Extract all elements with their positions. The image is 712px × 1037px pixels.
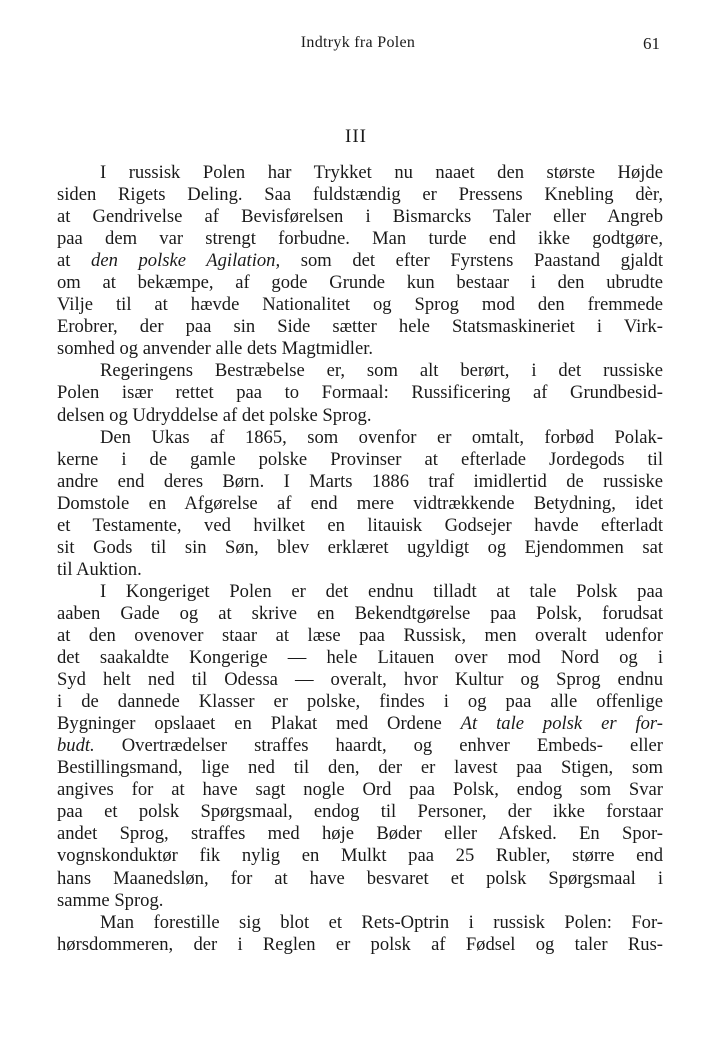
- text-line: om at bekæmpe, af gode Grunde kun bestaar i den ubrudte: [57, 272, 663, 294]
- text-line: Erobrer, der paa sin Side sætter hele Statsmaskineriet i Virk-: [57, 316, 663, 338]
- text-line: Polen især rettet paa to Formaal: Russificering af Grundbesid-: [57, 382, 663, 404]
- text-line: paa dem var strengt forbudne. Man turde end ikke godtgøre,: [57, 228, 663, 250]
- text-line: budt. Overtrædelser straffes haardt, og enhver Embeds- eller: [57, 735, 663, 757]
- text-line: I Kongeriget Polen er det endnu tilladt at tale Polsk paa: [100, 580, 663, 602]
- emphasized-text: budt.: [57, 735, 95, 757]
- text-line: sit Gods til sin Søn, blev erklæret ugyldigt og Ejendommen sat: [57, 536, 663, 558]
- page-number: 61: [643, 34, 660, 53]
- text-line: vognskonduktør fik nylig en Mulkt paa 25 Rubler, større end: [57, 845, 663, 867]
- text-line: at den ovenover staar at læse paa Russisk, men overalt udenfor: [57, 624, 663, 646]
- text-line: Regeringens Bestræbelse er, som alt berørt, i det russiske: [100, 360, 663, 382]
- text-line: andre end deres Børn. I Marts 1886 traf imidlertid de russiske: [57, 470, 663, 492]
- text-line: somhed og anvender alle dets Magtmidler.: [57, 338, 374, 360]
- text-line: angives for at have sagt nogle Ord paa Polsk, endog som Svar: [57, 779, 663, 801]
- section-number: III: [345, 126, 367, 147]
- text-line: at den polske Agilation, som det efter Fyrstens Paastand gjaldt: [57, 250, 663, 272]
- text-line: kerne i de gamle polske Provinser at efterlade Jordegods til: [57, 448, 663, 470]
- text-line: at Gendrivelse af Bevisførelsen i Bismarcks Taler eller Angreb: [57, 206, 663, 228]
- text-line: andet Sprog, straffes med høje Bøder eller Afsked. En Spor-: [57, 823, 663, 845]
- running-title: Indtryk fra Polen: [300, 34, 416, 51]
- text-line: i de dannede Klasser er polske, findes i og paa alle offenlige: [57, 691, 663, 713]
- page-header: [56, 34, 660, 58]
- body-text: [57, 162, 663, 956]
- text-line: siden Rigets Deling. Saa fuldstændig er Pressens Knebling dèr,: [57, 184, 663, 206]
- text-line: paa et polsk Spørgsmaal, endog til Personer, der ikke forstaar: [57, 801, 663, 823]
- text-line: et Testamente, ved hvilket en litauisk Godsejer havde efterladt: [57, 514, 663, 536]
- text-line: Bestillingsmand, lige ned til den, der er lavest paa Stigen, som: [57, 757, 663, 779]
- text-line: Den Ukas af 1865, som ovenfor er omtalt, forbød Polak-: [100, 426, 663, 448]
- text-line: hørsdommeren, der i Reglen er polsk af Fødsel og taler Rus-: [57, 933, 663, 955]
- text-line: Syd helt ned til Odessa — overalt, hvor Kultur og Sprog endnu: [57, 669, 663, 691]
- text-line: delsen og Udryddelse af det polske Sprog.: [57, 404, 372, 426]
- emphasized-text: den polske Agilation,: [91, 250, 281, 272]
- text-line: det saakaldte Kongerige — hele Litauen over mod Nord og i: [57, 647, 663, 669]
- text-line: hans Maanedsløn, for at have besvaret et polsk Spørgsmaal i: [57, 867, 663, 889]
- text-line: I russisk Polen har Trykket nu naaet den største Højde: [100, 162, 663, 183]
- text-line: Vilje til at hævde Nationalitet og Sprog mod den fremmede: [57, 294, 663, 316]
- text-line: Bygninger opslaaet en Plakat med Ordene At tale polsk er for-: [57, 713, 663, 735]
- text-line: til Auktion.: [57, 558, 142, 580]
- text-line: samme Sprog.: [57, 889, 164, 911]
- text-line: aaben Gade og at skrive en Bekendtgørelse paa Polsk, forudsat: [57, 602, 663, 624]
- emphasized-text: At tale polsk er for-: [460, 713, 663, 735]
- text-line: Domstole en Afgørelse af end mere vidtrækkende Betydning, idet: [57, 492, 663, 514]
- text-line: Man forestille sig blot et Rets-Optrin i russisk Polen: For-: [100, 911, 663, 933]
